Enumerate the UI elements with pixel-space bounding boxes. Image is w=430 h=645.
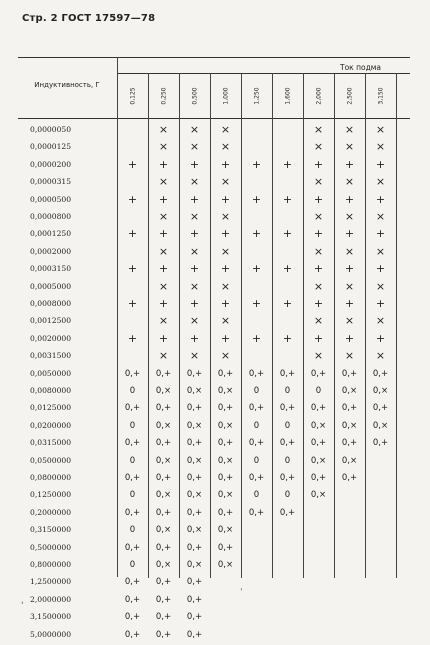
table-cell: 0,× (155, 560, 172, 570)
table-cell: + (282, 297, 293, 310)
table-cell: 0,× (341, 386, 358, 396)
table-cell: 0,+ (124, 577, 141, 588)
table-cell: 0,+ (248, 507, 265, 518)
table-cell: 0,+ (186, 368, 203, 379)
stray-mark: ˈ (240, 588, 243, 598)
table-cell: + (220, 192, 231, 206)
table-cell: + (344, 331, 355, 345)
table-cell: × (158, 123, 169, 136)
row-label: 0,0008000 (30, 299, 72, 308)
table-cell: 0,× (217, 386, 234, 396)
table-cell: + (158, 331, 169, 345)
row-label: 0,0031500 (30, 351, 72, 361)
table-cell: × (313, 314, 324, 328)
table-cell: × (344, 279, 355, 293)
column-header-label: 0,250 (160, 87, 167, 105)
table-cell: 0,+ (217, 507, 234, 518)
table-cell: × (158, 140, 169, 154)
table-cell: + (344, 157, 355, 171)
table-cell: 0,× (217, 490, 234, 501)
table-cell: + (127, 192, 138, 206)
table-cell: + (220, 157, 231, 171)
table-cell: 0,+ (279, 438, 296, 449)
table-cell: + (251, 157, 262, 171)
table-cell: 0,× (186, 420, 203, 431)
table-cell: × (375, 244, 386, 258)
table-cell: × (344, 123, 355, 136)
table-cell: × (189, 175, 200, 189)
column-header-label: 3,150 (377, 87, 384, 105)
table-cell: 0,+ (248, 473, 265, 483)
table-cell: + (344, 227, 355, 241)
table-cell: 0,+ (279, 368, 296, 379)
table-cell: 0,+ (155, 438, 172, 449)
table-cell: + (158, 192, 169, 206)
table-cell: × (158, 279, 169, 293)
group-header-rule (117, 73, 410, 74)
table-cell: × (375, 210, 386, 223)
table-cell: + (251, 227, 262, 241)
table-cell: + (189, 297, 200, 310)
column-header (252, 76, 262, 116)
table-cell: × (158, 314, 169, 328)
table-cell: + (313, 331, 324, 345)
table-cell: × (220, 123, 231, 136)
table-cell: + (251, 331, 262, 345)
column-header-label: 1,250 (253, 87, 260, 105)
table-cell: 0,+ (248, 403, 265, 414)
table-cell: × (158, 175, 169, 189)
row-label: 0,0000800 (30, 212, 72, 221)
table-cell: 0 (129, 490, 136, 501)
table-cell: × (344, 349, 355, 363)
column-rule (396, 73, 397, 578)
table-cell: 0,+ (186, 438, 203, 449)
table-cell: + (158, 227, 169, 241)
table-cell: 0,+ (310, 403, 327, 414)
table-cell: + (251, 192, 262, 206)
table-cell: × (375, 349, 386, 363)
table-cell: + (375, 297, 386, 310)
table-cell: × (220, 349, 231, 363)
row-label: 0,0020000 (30, 333, 72, 343)
table-cell: × (189, 279, 200, 293)
table-cell: + (375, 157, 386, 171)
table-cell: 0,× (310, 490, 327, 501)
table-cell: 0,× (155, 490, 172, 501)
stray-mark: ' (21, 601, 24, 611)
table-cell: + (282, 331, 293, 345)
table-cell: 0,× (186, 490, 203, 501)
table-cell: + (344, 297, 355, 310)
table-cell: 0,+ (310, 438, 327, 449)
column-header-label: 1,600 (284, 87, 291, 105)
column-header (190, 76, 200, 116)
row-label: 0,0000500 (30, 194, 72, 204)
table-cell: 0,× (155, 455, 172, 466)
table-cell: × (375, 279, 386, 293)
table-cell: 0,× (217, 560, 234, 570)
table-cell: × (313, 244, 324, 258)
table-cell: + (127, 297, 138, 310)
row-label: 0,0005000 (30, 281, 72, 291)
table-cell: 0,× (155, 525, 172, 536)
table-cell: 0,+ (155, 368, 172, 379)
row-label: 0,2000000 (30, 507, 72, 517)
column-header (283, 76, 293, 116)
column-header (128, 76, 138, 116)
column-header-label: 1,000 (222, 87, 229, 105)
column-header (314, 76, 324, 116)
table-cell: 0 (129, 420, 136, 431)
table-cell: 0,× (217, 525, 234, 536)
column-header (376, 76, 386, 116)
table-cell: 0,+ (155, 612, 172, 623)
table-cell: 0,+ (155, 594, 172, 605)
table-cell: + (313, 262, 324, 276)
row-label: 1,2500000 (30, 577, 72, 587)
table-cell: 0,+ (372, 438, 389, 449)
table-cell: × (158, 349, 169, 363)
table-cell: + (158, 297, 169, 310)
table-cell: 0,+ (155, 403, 172, 414)
row-label: 0,0000315 (30, 177, 72, 187)
table-cell: + (220, 331, 231, 345)
table-cell: 0,+ (248, 368, 265, 379)
table-cell: + (189, 262, 200, 276)
column-header (221, 76, 231, 116)
table-cell: × (313, 210, 324, 223)
column-header (159, 76, 169, 116)
table-cell: 0,+ (279, 507, 296, 518)
table-cell: 0,+ (217, 368, 234, 379)
table-cell: 0,+ (155, 473, 172, 483)
table-cell: 0,+ (155, 542, 172, 553)
table-cell: 0,× (186, 386, 203, 396)
table-cell: × (344, 314, 355, 328)
table-cell: + (189, 227, 200, 241)
table-cell: 0,+ (186, 507, 203, 518)
table-cell: 0,+ (310, 473, 327, 483)
table-cell: × (189, 140, 200, 154)
table-cell: 0 (253, 455, 260, 466)
table-cell: × (375, 123, 386, 136)
table-cell: + (220, 227, 231, 241)
table-cell: 0,× (341, 455, 358, 466)
table-cell: 0,× (186, 455, 203, 466)
table-cell: + (251, 297, 262, 310)
table-cell: + (189, 192, 200, 206)
table-cell: 0 (129, 525, 136, 536)
table-cell: + (220, 262, 231, 276)
table-top-rule (18, 57, 410, 58)
table-cell: × (344, 210, 355, 223)
table-cell: + (313, 192, 324, 206)
table-cell: 0,+ (124, 594, 141, 605)
table-cell: × (344, 140, 355, 154)
table-cell: 0 (253, 386, 260, 396)
table-cell: 0,+ (341, 368, 358, 379)
table-cell: × (189, 349, 200, 363)
row-label: 0,0080000 (30, 386, 72, 395)
table-cell: × (158, 210, 169, 223)
table-cell: + (282, 227, 293, 241)
row-label: 2,0000000 (30, 594, 72, 604)
table-cell: × (344, 175, 355, 189)
table-cell: + (313, 297, 324, 310)
table-cell: 0 (129, 455, 136, 466)
table-cell: 0,× (186, 560, 203, 570)
table-cell: 0,+ (372, 403, 389, 414)
row-label: 0,0000050 (30, 125, 72, 134)
row-label: 5,0000000 (30, 629, 72, 639)
table-cell: × (189, 244, 200, 258)
row-label: 0,0001250 (30, 229, 72, 239)
table-cell: × (313, 140, 324, 154)
table-cell: × (220, 175, 231, 189)
table-cell: 0 (253, 490, 260, 501)
column-header-label: 2,500 (346, 87, 353, 105)
table-cell: 0,+ (217, 438, 234, 449)
table-cell: × (158, 244, 169, 258)
table-cell: 0,+ (124, 403, 141, 414)
row-label: 0,0125000 (30, 403, 72, 413)
table-cell: 0,× (155, 386, 172, 396)
table-cell: 0 (253, 420, 260, 431)
table-cell: × (375, 175, 386, 189)
table-cell: + (158, 262, 169, 276)
table-cell: 0 (284, 490, 291, 501)
table-cell: × (375, 314, 386, 328)
table-cell: × (313, 123, 324, 136)
table-cell: × (375, 140, 386, 154)
table-cell: + (375, 262, 386, 276)
row-label: 0,0500000 (30, 455, 72, 465)
table-cell: 0,+ (186, 542, 203, 553)
table-cell: + (375, 192, 386, 206)
table-cell: 0,+ (124, 507, 141, 518)
table-cell: 0 (284, 420, 291, 431)
table-cell: 0,+ (217, 542, 234, 553)
stub-header: Индуктивность, Г (34, 81, 100, 89)
column-header-label: 0,125 (129, 87, 136, 105)
row-label: 0,0000200 (30, 159, 72, 169)
table-cell: 0,+ (186, 577, 203, 588)
table-cell: × (220, 279, 231, 293)
table-cell: 0,+ (155, 577, 172, 588)
row-label: 0,1250000 (30, 490, 72, 500)
table-cell: + (189, 157, 200, 171)
column-header-label: 2,000 (315, 87, 322, 105)
table-cell: 0,× (341, 420, 358, 431)
row-label: 0,0200000 (30, 420, 72, 430)
table-cell: + (127, 262, 138, 276)
table-cell: × (189, 314, 200, 328)
table-cell: 0,+ (186, 403, 203, 414)
table-cell: 0,+ (186, 473, 203, 483)
column-rule (272, 73, 273, 578)
table-cell: + (313, 157, 324, 171)
table-cell: 0,+ (186, 594, 203, 605)
table-cell: 0,+ (124, 612, 141, 623)
table-cell: + (189, 331, 200, 345)
table-cell: + (158, 157, 169, 171)
table-cell: 0,× (372, 420, 389, 431)
page-header: Стр. 2 ГОСТ 17597—78 (22, 13, 156, 24)
table-cell: 0,× (155, 420, 172, 431)
table-cell: + (220, 297, 231, 310)
table-cell: 0,+ (279, 403, 296, 414)
column-header (345, 76, 355, 116)
column-header-label: 0,500 (191, 87, 198, 105)
table-cell: × (313, 279, 324, 293)
table-cell: 0,+ (341, 438, 358, 449)
table-cell: + (251, 262, 262, 276)
table-cell: 0,+ (310, 368, 327, 379)
table-cell: × (220, 314, 231, 328)
row-label: 0,8000000 (30, 560, 72, 569)
row-label: 0,0003150 (30, 264, 72, 274)
table-cell: 0,× (186, 525, 203, 536)
row-label: 0,0050000 (30, 368, 72, 378)
table-cell: × (220, 244, 231, 258)
table-cell: 0,× (372, 386, 389, 396)
row-label: 0,0800000 (30, 473, 72, 482)
table-cell: × (313, 349, 324, 363)
table-cell: 0 (315, 386, 322, 396)
table-cell: + (375, 331, 386, 345)
table-cell: 0 (129, 386, 136, 396)
table-cell: + (313, 227, 324, 241)
table-cell: + (344, 192, 355, 206)
table-cell: × (189, 123, 200, 136)
table-cell: 0,+ (124, 438, 141, 449)
table-cell: 0,+ (372, 368, 389, 379)
table-cell: 0,+ (124, 542, 141, 553)
table-cell: 0,+ (217, 403, 234, 414)
table-cell: 0,+ (155, 507, 172, 518)
column-rule (241, 73, 242, 578)
table-cell: × (344, 244, 355, 258)
table-cell: + (127, 331, 138, 345)
row-label: 0,0002000 (30, 246, 72, 256)
table-cell: × (313, 175, 324, 189)
table-cell: 0,+ (124, 368, 141, 379)
row-label: 0,0012500 (30, 316, 72, 326)
group-header: Ток подма (340, 63, 382, 72)
table-cell: 0,+ (248, 438, 265, 449)
table-cell: 0,+ (341, 403, 358, 414)
table-cell: 0 (129, 560, 136, 570)
table-cell: × (220, 210, 231, 223)
row-label: 0,0000125 (30, 142, 72, 152)
table-cell: 0,+ (341, 473, 358, 483)
table-cell: + (375, 227, 386, 241)
table-cell: + (282, 262, 293, 276)
table-cell: + (282, 157, 293, 171)
header-bottom-rule (18, 118, 410, 119)
table-cell: 0 (284, 455, 291, 466)
row-label: 0,0315000 (30, 438, 72, 448)
table-cell: × (189, 210, 200, 223)
table-cell: 0,× (310, 420, 327, 431)
table-cell: × (220, 140, 231, 154)
row-label: 0,3150000 (30, 525, 72, 535)
table-cell: + (282, 192, 293, 206)
table-cell: 0,+ (217, 473, 234, 483)
table-cell: 0,+ (124, 473, 141, 483)
table-cell: 0,+ (124, 629, 141, 640)
table-cell: 0,+ (186, 629, 203, 640)
table-cell: 0,× (217, 420, 234, 431)
table-cell: + (127, 227, 138, 241)
table-cell: 0,+ (279, 473, 296, 483)
table-cell: + (127, 157, 138, 171)
table-cell: 0,+ (155, 629, 172, 640)
table-cell: 0 (284, 386, 291, 396)
table-cell: + (344, 262, 355, 276)
row-label: 0,5000000 (30, 542, 72, 552)
table-cell: 0,× (217, 455, 234, 466)
table-cell: 0,+ (186, 612, 203, 623)
table-cell: 0,× (310, 455, 327, 466)
row-label: 3,1500000 (30, 612, 72, 622)
